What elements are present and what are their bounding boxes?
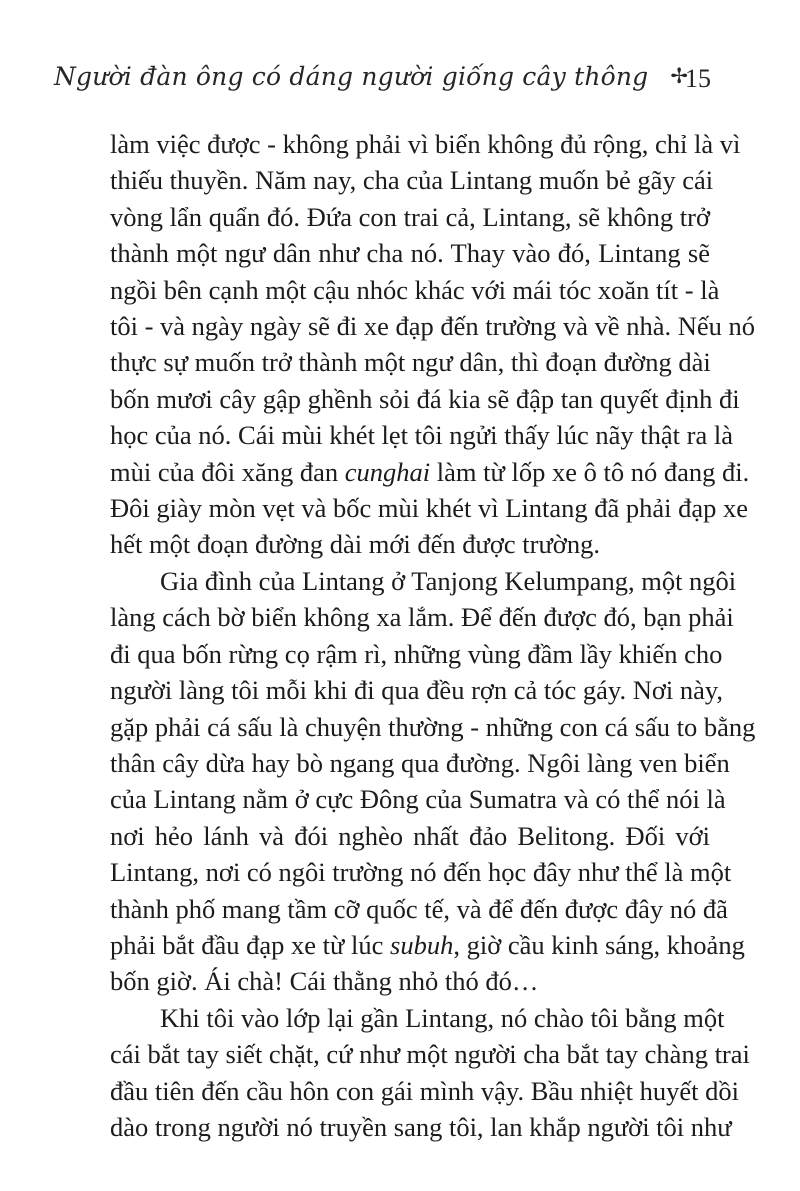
text-line: thành một ngư dân như cha nó. Thay vào đó, Lintang sẽ <box>110 238 710 269</box>
text-line: vòng lẩn quẩn đó. Đứa con trai cả, Lintang, sẽ không trở <box>110 201 710 232</box>
text-line: thân cây dừa hay bò ngang qua đường. Ngôi làng ven biển <box>110 747 730 778</box>
text-line: Gia đình của Lintang ở Tanjong Kelumpang, một ngôi <box>160 565 737 596</box>
text-line: Khi tôi vào lớp lại gần Lintang, nó chào tôi bằng một <box>160 1002 725 1033</box>
text-line: phải bắt đầu đạp xe từ lúc subuh, giờ cầu kinh sáng, khoảng <box>110 929 745 960</box>
text-line: đầu tiên đến cầu hôn con gái mình vậy. Bầu nhiệt huyết dồi <box>110 1075 739 1106</box>
ornament-icon: ✢ <box>670 64 688 88</box>
text-line: gặp phải cá sấu là chuyện thường - những con cá sấu to bằng <box>110 711 756 742</box>
body-text <box>110 126 756 1145</box>
text-line: hết một đoạn đường dài mới đến được trường. <box>110 529 600 560</box>
text-line: học của nó. Cái mùi khét lẹt tôi ngửi thấy lúc nãy thật ra là <box>110 420 733 451</box>
text-line: bốn mươi cây gập ghềnh sỏi đá kia sẽ đập tan quyết định đi <box>110 383 740 414</box>
text-line: ngồi bên cạnh một cậu nhóc khác với mái tóc xoăn tít - là <box>110 274 720 305</box>
page-number: 15 <box>685 64 711 93</box>
running-head-title: Người đàn ông có dáng người giống cây thông <box>53 62 649 91</box>
running-head <box>54 62 688 91</box>
text-line: đi qua bốn rừng cọ rậm rì, những vùng đầm lầy khiến cho <box>110 638 723 669</box>
text-line: thiếu thuyền. Năm nay, cha của Lintang muốn bẻ gãy cái <box>110 165 714 196</box>
text-line: làng cách bờ biển không xa lắm. Để đến được đó, bạn phải <box>110 602 734 633</box>
text-line: cái bắt tay siết chặt, cứ như một người cha bắt tay chàng trai <box>110 1039 750 1070</box>
text-line: nơi hẻo lánh và đói nghèo nhất đảo Belitong. Đối với <box>110 820 710 851</box>
text-line: bốn giờ. Ái chà! Cái thằng nhỏ thó đó… <box>110 966 539 997</box>
text-line: người làng tôi mỗi khi đi qua đều rợn cả tóc gáy. Nơi này, <box>110 675 724 706</box>
paragraph-3 <box>110 1000 750 1146</box>
text-line: mùi của đôi xăng đan cunghai làm từ lốp xe ô tô nó đang đi. <box>110 456 750 487</box>
italic-term: subuh <box>390 929 454 960</box>
text-line: thành phố mang tầm cỡ quốc tế, và để đến được đây nó đã <box>110 893 728 924</box>
text-line: làm việc được - không phải vì biển không đủ rộng, chỉ là vì <box>110 129 741 159</box>
text-line: Lintang, nơi có ngôi trường nó đến học đây như thể là một <box>110 857 732 888</box>
text-line: dào trong người nó truyền sang tôi, lan khắp người tôi như <box>110 1111 732 1142</box>
paragraph-1 <box>110 126 756 563</box>
text-line: tôi - và ngày ngày sẽ đi xe đạp đến trường và về nhà. Nếu nó <box>110 311 756 342</box>
text-line: của Lintang nằm ở cực Đông của Sumatra và có thể nói là <box>110 784 726 815</box>
text-line: thực sự muốn trở thành một ngư dân, thì đoạn đường dài <box>110 347 711 378</box>
italic-term: cunghai <box>344 456 431 487</box>
text-line: Đôi giày mòn vẹt và bốc mùi khét vì Lintang đã phải đạp xe <box>110 493 749 524</box>
paragraph-2 <box>110 563 756 1000</box>
